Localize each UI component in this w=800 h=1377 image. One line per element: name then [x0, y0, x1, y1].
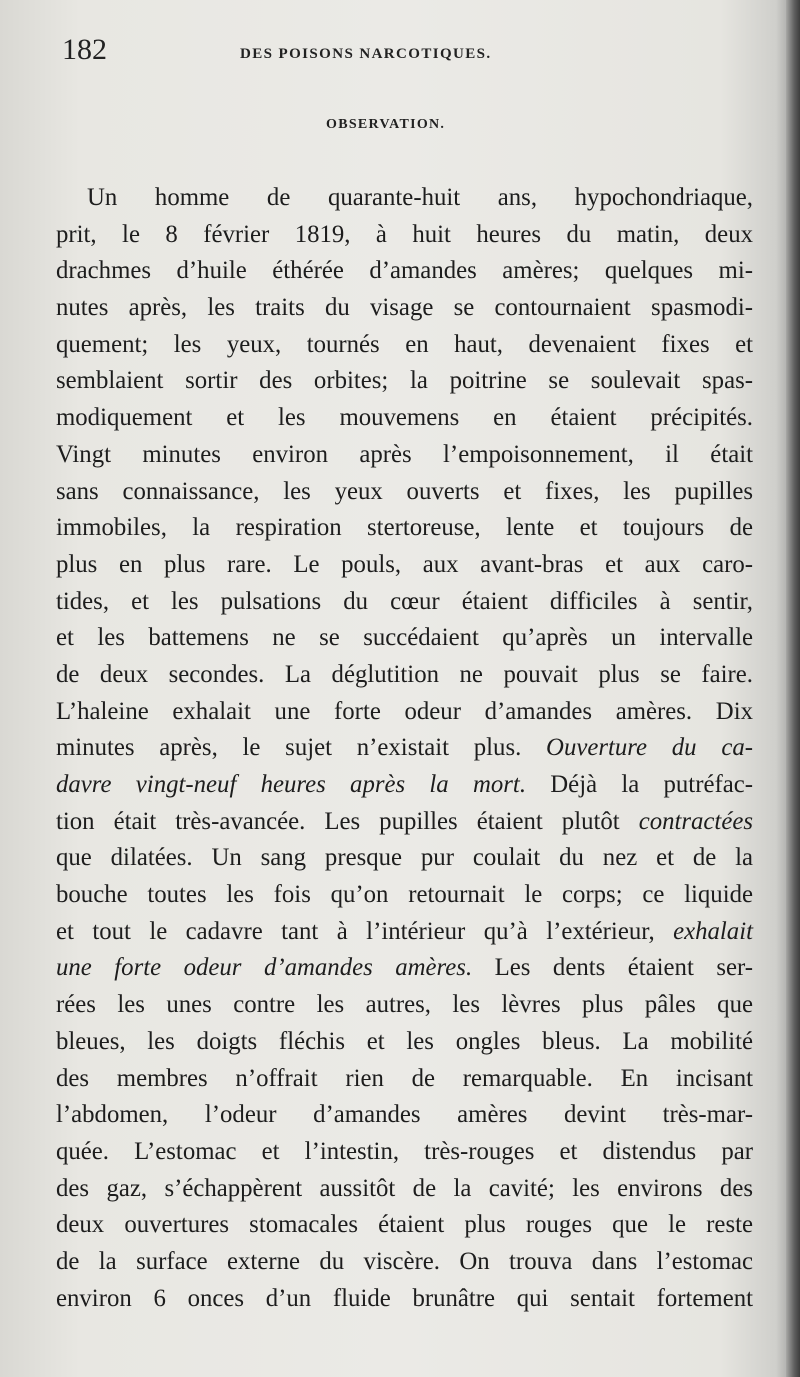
text-segment: minutes après, le sujet n’existait plus.: [56, 734, 547, 762]
text-segment: des gaz, s’échappèrent aussitôt de la cavité; les environs des: [56, 1174, 753, 1202]
text-line: [56, 804, 753, 841]
text-segment: tides, et les pulsations du cœur étaient difficiles à sentir,: [56, 587, 753, 615]
text-line: [56, 767, 753, 804]
text-line: [56, 657, 753, 694]
text-segment: l’abdomen, l’odeur d’amandes amères devint très-mar-: [56, 1101, 753, 1129]
text-line: [56, 1097, 753, 1134]
text-segment: nutes après, les traits du visage se contournaient spasmodi-: [56, 294, 753, 322]
text-segment: bouche toutes les fois qu’on retournait le corps; ce liquide: [56, 881, 753, 909]
text-line: [56, 950, 753, 987]
text-segment: deux ouvertures stomacales étaient plus rouges que le reste: [56, 1211, 753, 1239]
text-segment: Vingt minutes environ après l’empoisonnement, il était: [56, 440, 753, 468]
text-line: [56, 1171, 753, 1208]
text-segment: sans connaissance, les yeux ouverts et fixes, les pupilles: [56, 477, 753, 505]
text-line: [56, 914, 753, 951]
text-line: [56, 474, 753, 511]
text-line: [56, 363, 753, 400]
text-line: [56, 253, 753, 290]
text-segment: et les battemens ne se succédaient qu’après un intervalle: [56, 624, 753, 652]
text-line: [56, 1061, 753, 1098]
text-segment: tion était très-avancée. Les pupilles étaient plutôt: [56, 807, 639, 835]
text-segment: immobiles, la respiration stertoreuse, lente et toujours de: [56, 514, 753, 542]
text-segment: modiquement et les mouvemens en étaient précipités.: [56, 404, 753, 432]
text-segment: quée. L’estomac et l’intestin, très-rouges et distendus par: [56, 1137, 753, 1165]
text-line: [56, 1207, 753, 1244]
text-segment: Déjà la putréfac-: [526, 771, 753, 798]
text-line: [56, 400, 753, 437]
page-header: [62, 30, 752, 70]
text-segment: semblaient sortir des orbites; la poitrine se soulevait spas-: [56, 367, 753, 395]
text-line: [56, 1281, 753, 1318]
italic-text: davre vingt-neuf heures après la mort.: [56, 771, 527, 798]
page-number: 182: [62, 33, 107, 66]
text-segment: des membres n’offrait rien de remarquable. En incisant: [56, 1064, 753, 1092]
italic-text: exhalait: [673, 917, 753, 945]
text-line: [56, 584, 753, 621]
italic-text: une forte odeur d’amandes amères.: [56, 954, 473, 982]
text-line: [56, 327, 753, 364]
text-line: [56, 730, 753, 767]
text-segment: de deux secondes. La déglutition ne pouvait plus se faire.: [56, 660, 753, 688]
running-head: DES POISONS NARCOTIQUES.: [240, 46, 492, 62]
text-line: [56, 437, 753, 474]
text-line: [56, 877, 753, 914]
text-line: [56, 290, 753, 327]
text-segment: Un homme de quarante-huit ans, hypochondriaque,: [87, 184, 753, 211]
text-segment: quement; les yeux, tournés en haut, devenaient fixes et: [56, 330, 753, 358]
page-gutter-shadow: [786, 0, 800, 1377]
text-segment: bleues, les doigts fléchis et les ongles bleus. La mobilité: [56, 1027, 753, 1055]
italic-text: contractées: [638, 807, 753, 835]
text-segment: prit, le 8 février 1819, à huit heures du matin, deux: [56, 220, 753, 248]
text-segment: environ 6 onces d’un fluide brunâtre qui sentait fortement: [56, 1284, 753, 1312]
text-line: [56, 620, 753, 657]
text-segment: de la surface externe du viscère. On trouva dans l’estomac: [56, 1247, 753, 1275]
italic-text: Ouverture du ca-: [546, 734, 753, 762]
text-line: [56, 840, 753, 877]
text-segment: Les dents étaient ser-: [472, 954, 754, 982]
section-title: OBSERVATION.: [326, 117, 446, 132]
body-text: [56, 180, 753, 1317]
text-line: [56, 1244, 753, 1281]
text-segment: plus en plus rare. Le pouls, aux avant-bras et aux caro-: [56, 550, 753, 578]
text-segment: rées les unes contre les autres, les lèvres plus pâles que: [56, 991, 753, 1019]
text-line: [56, 1024, 753, 1061]
text-line: [56, 510, 753, 547]
text-line: [56, 694, 753, 731]
text-line: [56, 987, 753, 1024]
text-segment: L’haleine exhalait une forte odeur d’amandes amères. Dix: [56, 697, 753, 725]
text-line: [56, 1134, 753, 1171]
text-line: [56, 547, 753, 584]
text-segment: que dilatées. Un sang presque pur coulait du nez et de la: [56, 844, 753, 872]
text-line: [56, 180, 753, 217]
text-segment: et tout le cadavre tant à l’intérieur qu’à l’extérieur,: [56, 917, 674, 945]
text-segment: drachmes d’huile éthérée d’amandes amères; quelques mi-: [56, 257, 753, 285]
text-line: [56, 217, 753, 254]
